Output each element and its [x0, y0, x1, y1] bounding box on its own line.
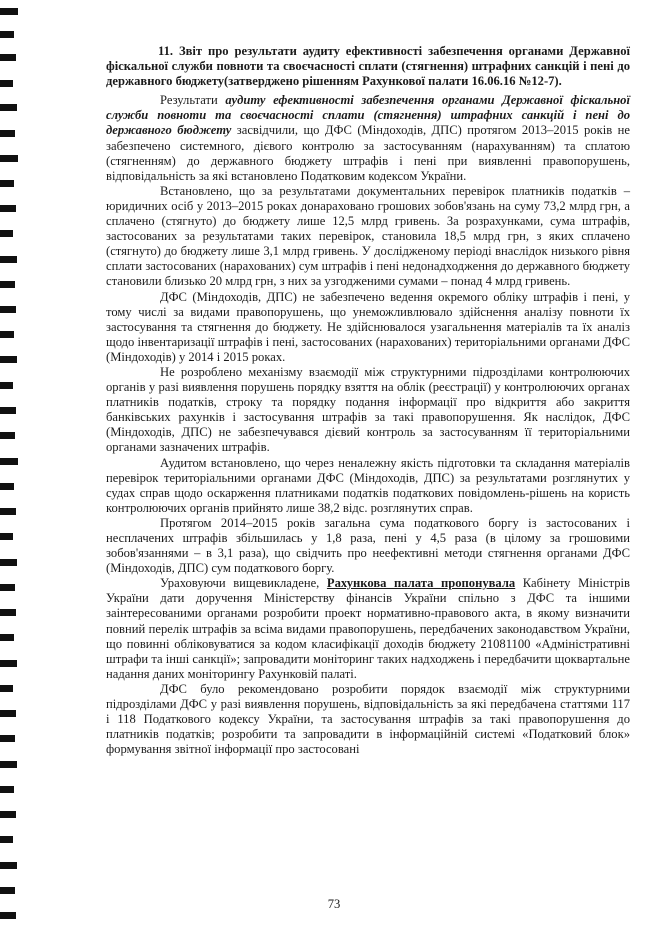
paragraph-4: Не розроблено механізму взаємодії між структурними підрозділами контролюючих органів у разі виявлення порушень порядку взяття на облік (реєстрації) у контролюючих органах платників податків, строку та порядку подання інформації про відкриття або закриття банківських рахунків і застосування штрафів за такі правопорушення. Як наслідок, ДФС (Міндоходів, ДПС) не забезпечувався дієвий контроль за застосуванням її територіальними органами зазначених штрафів.	[106, 364, 630, 455]
binding-edge	[0, 0, 18, 936]
document-page	[106, 44, 630, 757]
paragraph-5: Аудитом встановлено, що через неналежну якість підготовки та складання матеріалів перевірок територіальними органами ДФС (Міндоходів, ДПС) за результатами розглянутих у судах справ щодо оскарження платниками податків податкових повідомлень-рішень на користь контролюючих органів прийнято лише 38,2 відс. розглянутих справ.	[106, 455, 630, 515]
paragraph-3: ДФС (Міндоходів, ДПС) не забезпечено ведення окремого обліку штрафів і пені, у тому числі за видами правопорушень, що унеможливлювало здійснення аналізу повноти їх застосування та стягнення до бюджету. Не здійснювалося узагальнення матеріалів та їх аналіз щодо інвентаризації штрафів і пені, застосованих (нарахованих) територіальними органами ДФС (Міндоходів) у 2014 і 2015 роках.	[106, 289, 630, 364]
paragraph-6: Протягом 2014–2015 років загальна сума податкового боргу із застосованих і несплачених штрафів збільшилась у 1,8 раза, пені у 4,5 раза (в цілому за грошовими зобов'язаннями – в 3,1 раза), що свідчить про неефективні методи стягнення органами ДФС (Міндоходів, ДПС) сум податкового боргу.	[106, 515, 630, 576]
section-number: 11.	[158, 44, 174, 58]
paragraph-8: ДФС було рекомендовано розробити порядок взаємодії між структурними підрозділами ДФС у разі виявлення порушень, відповідальність за які передбачена статтями 117 і 118 Податкового кодексу України, та застосування штрафів за такі правопорушення до платників податків; розробити та запровадити в інформаційній системі «Податковий блок» формування звітної інформації про застосовані	[106, 681, 630, 757]
audit-name-emphasis: аудиту ефективності забезпечення органами Державної фіскальної служби повноти та своєчасності сплати (стягнення) штрафних санкцій і пені до державного бюджету	[106, 93, 630, 138]
proposal-emphasis: Рахункова палата пропонувала	[326, 576, 516, 591]
page-number: 73	[327, 897, 341, 911]
paragraph-2: Встановлено, що за результатами документальних перевірок платників податків – юридичних осіб у 2013–2015 роках донараховано грошових зобов'язань на суму 73,2 млрд грн, а сплачено (стягнуто) до бюджету лише 12,5 млрд гривень. За розрахунками, сума штрафів, застосованих за результатами таких перевірок, становила 18,5 млрд грн, з яких сплачено (стягнуто) до бюджету лише 3,1 млрд гривень. У дослідженому періоді внаслідок низького рівня сплати застосованих (нарахованих) сум штрафів і пені недонадходження до державного бюджету становили близько 20 млрд грн, з них за узгодженими сумами – понад 4 млрд гривень.	[106, 183, 630, 289]
paragraph-1: Результати аудиту ефективності забезпечення органами Державної фіскальної служби повноти та своєчасності сплати (стягнення) штрафних санкцій і пені до державного бюджету засвідчили, що ДФС (Міндоходів, ДПС) протягом 2013–2015 років не забезпечено системного, дієвого контролю за застосуванням (нарахуванням) та сплатою (стягненням) до державного бюджету штрафів і пені при виявленні правопорушень, відповідальність за які встановлено Податковим кодексом України.	[106, 93, 630, 183]
paragraph-7: Ураховуючи вищевикладене, Рахункова палата пропонувала Кабінету Міністрів України дати доручення Міністерству фінансів України спільно з ДФС та іншими заінтересованими органами розробити проект нормативно-правового акта, в якому визначити повний перелік штрафів за всіма видами правопорушень, передбачених законодавством України, що повинні обліковуватися за кодом класифікації доходів бюджету 21081100 «Адміністративні штрафи та інші санкції»; запровадити моніторинг таких надходжень і передбачити щоквартальне надання даних моніторингу Рахунковій палаті.	[106, 576, 630, 681]
section-title-text: Звіт про результати аудиту ефективності забезпечення органами Державної фіскальної служби повноти та своєчасності сплати (стягнення) штрафних санкцій і пені до державного бюджету(затверджено рішенням Рахункової палати 16.06.16 №12-7).	[106, 44, 630, 89]
section-title	[106, 44, 630, 89]
